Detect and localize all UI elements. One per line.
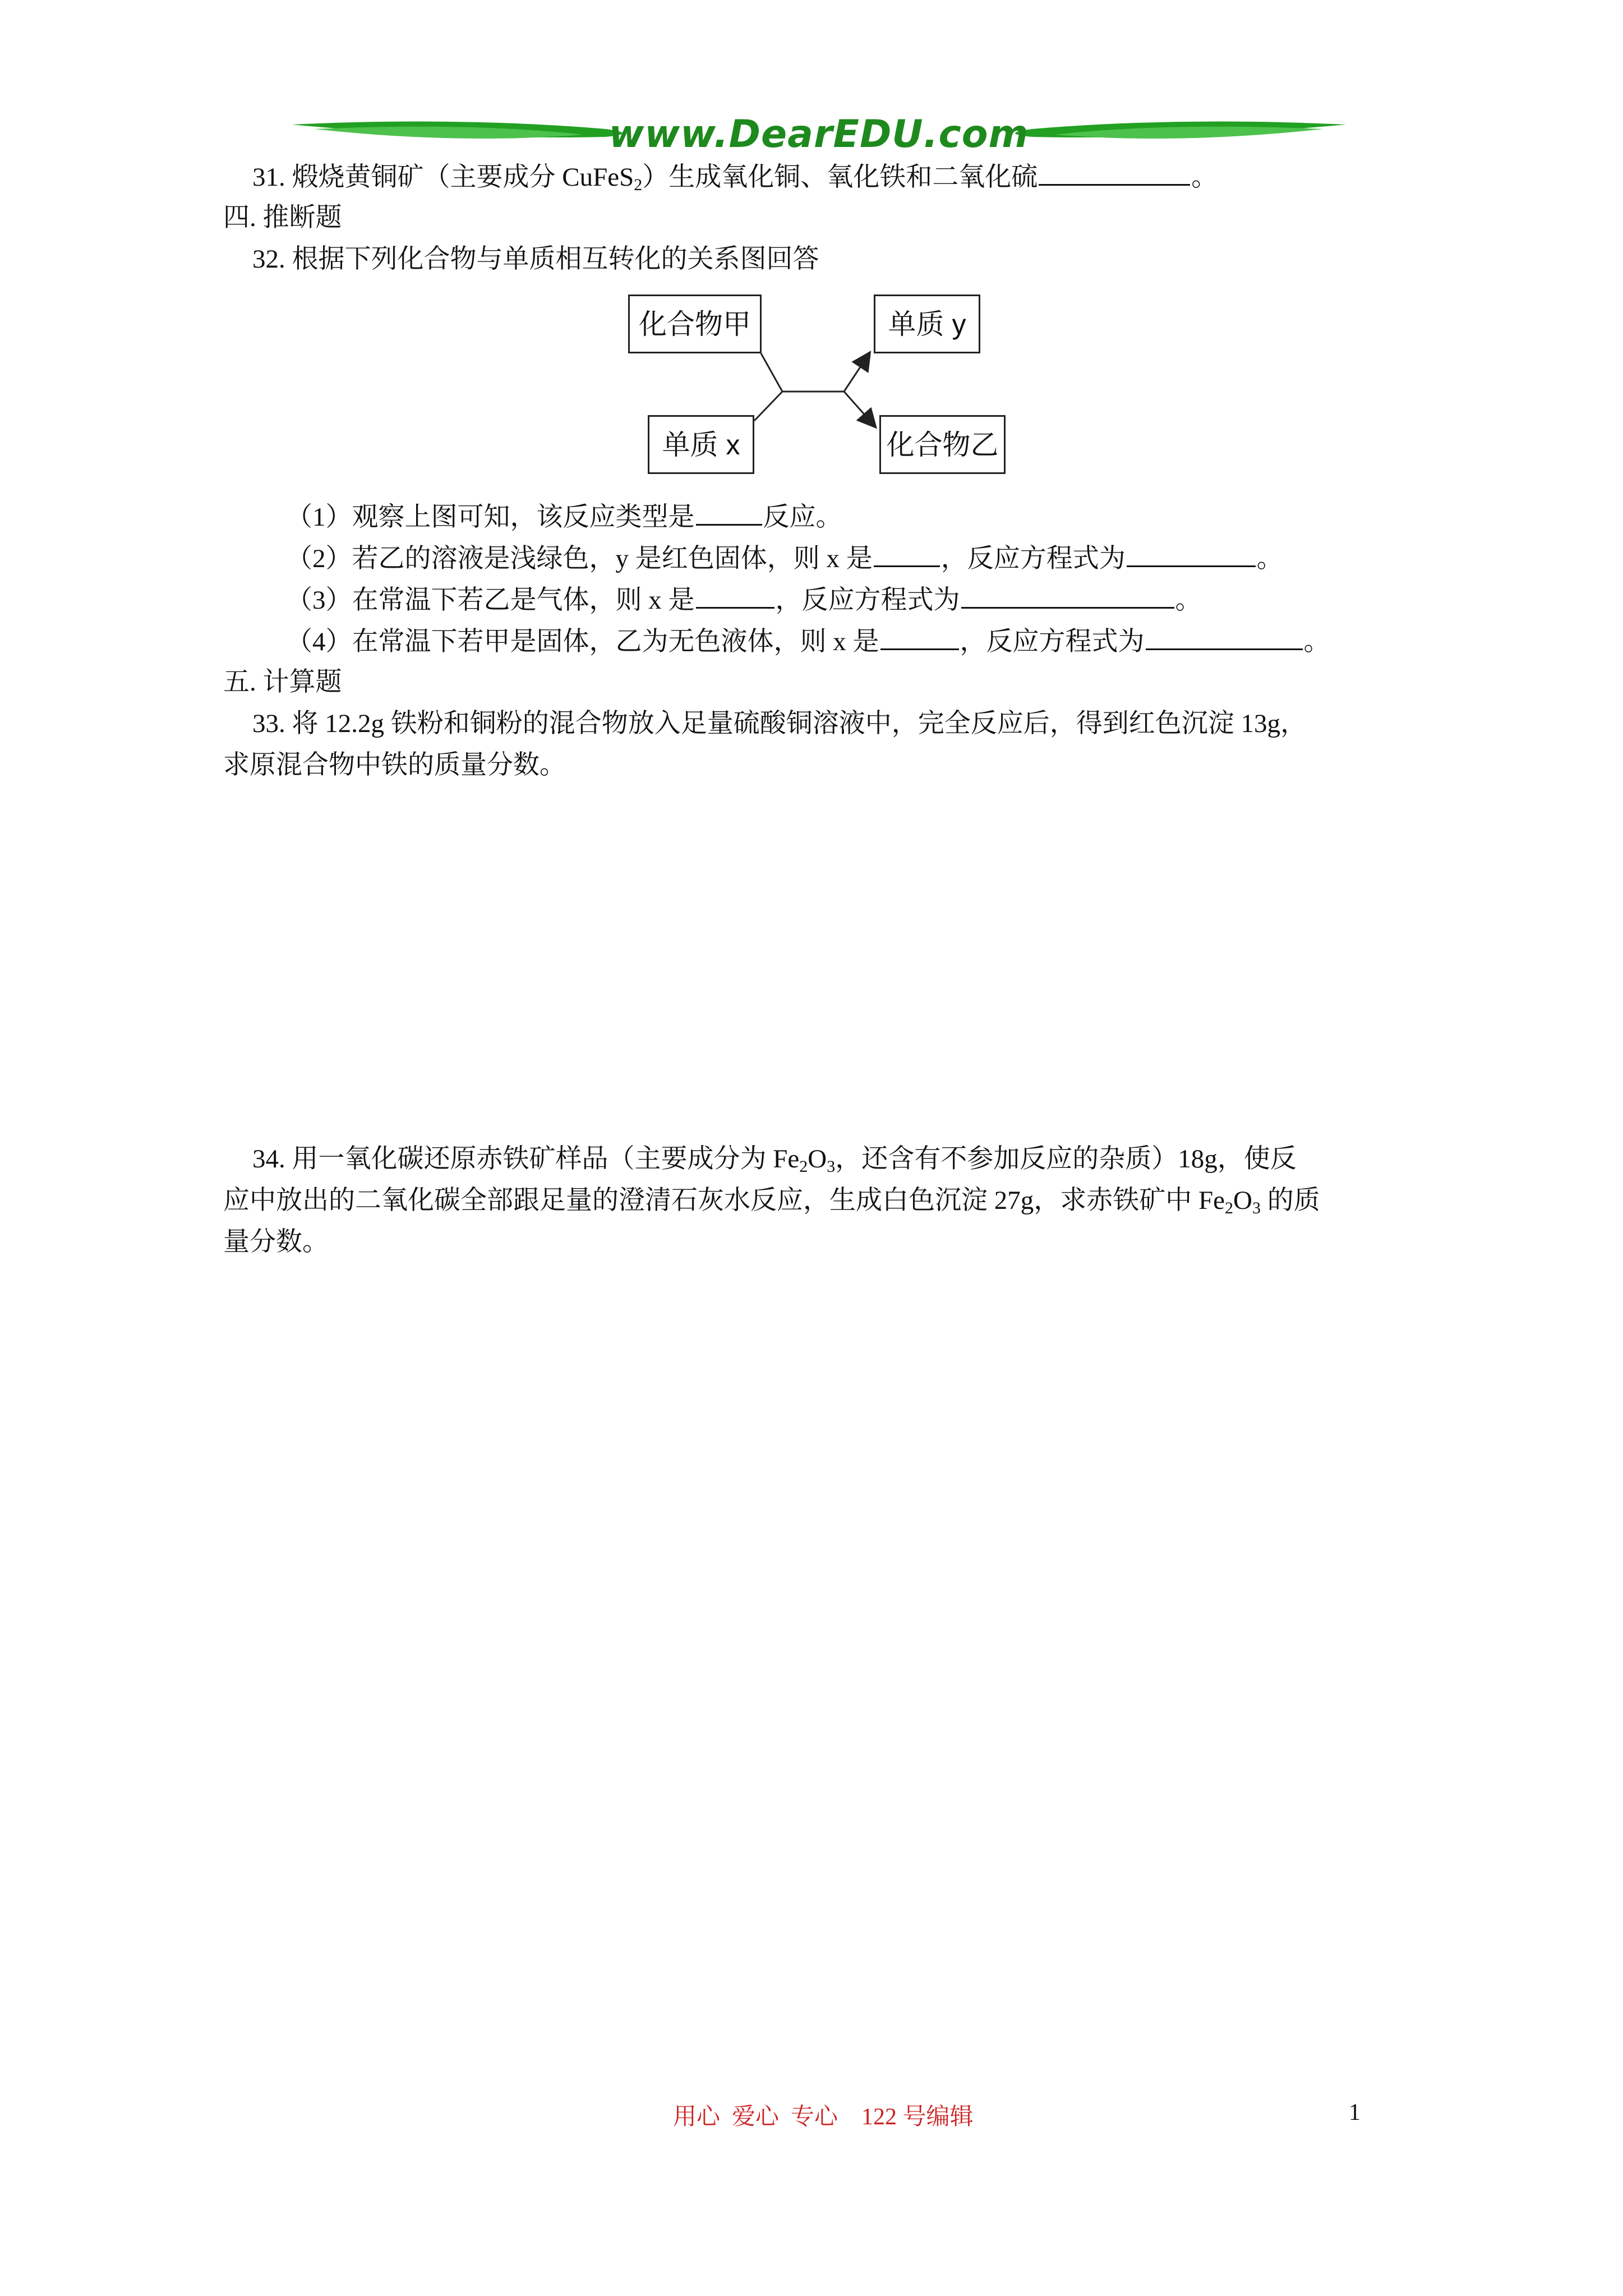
footer-text: 用心 爱心 专心 122 号编辑 — [673, 2104, 974, 2130]
part-text-mid: ，反应方程式为 — [775, 586, 960, 615]
answer-blank — [874, 540, 940, 567]
part-text: （4）在常温下若甲是固体，乙为无色液体，则 x 是 — [286, 627, 879, 656]
question-32-part-4 — [286, 623, 1330, 660]
question-31-text-after: ）生成氧化铜、氧化铁和二氧化硫 — [642, 163, 1038, 192]
compound-a-box: 化合物甲 — [628, 295, 762, 353]
question-32-number: 32. — [252, 245, 285, 274]
text: 应中放出的二氧化碳全部跟足量的澄清石灰水反应，生成白色沉淀 27g，求赤铁矿中 Fe — [223, 1186, 1225, 1215]
question-33-line-2: 求原混合物中铁的质量分数。 — [223, 751, 566, 780]
part-text-end: 。 — [1303, 627, 1330, 656]
subscript: 3 — [1252, 1199, 1261, 1217]
answer-blank — [880, 623, 959, 650]
text: 的质 — [1260, 1186, 1320, 1215]
part-text: （1）观察上图可知，该反应类型是 — [286, 503, 695, 532]
question-31-text: 煅烧黄铜矿（主要成分 CuFeS — [292, 163, 634, 192]
element-y-box: 单质 y — [874, 295, 980, 353]
part-text: （2）若乙的溶液是浅绿色，y 是红色固体，则 x 是 — [286, 544, 873, 573]
text: O — [808, 1144, 827, 1174]
question-31-number: 31. — [252, 163, 285, 192]
question-31-subscript: 2 — [634, 176, 643, 194]
header-logo — [292, 112, 1346, 157]
part-text: （3）在常温下若乙是气体，则 x 是 — [286, 586, 695, 615]
question-32-text: 根据下列化合物与单质相互转化的关系图回答 — [292, 245, 819, 274]
question-34-line-3: 量分数。 — [223, 1227, 329, 1257]
part-text-end: 。 — [1175, 586, 1202, 615]
site-logo-text: www.DearEDU.com — [608, 112, 1029, 157]
question-32-part-3 — [286, 581, 1202, 618]
question-32-part-1 — [286, 498, 842, 535]
text: O — [1233, 1186, 1252, 1215]
answer-blank — [961, 581, 1174, 609]
question-32-part-2 — [286, 540, 1283, 577]
text: ，还含有不参加反应的杂质）18g，使反 — [835, 1144, 1297, 1174]
question-33-line-1: 33. 将 12.2g 铁粉和铜粉的混合物放入足量硫酸铜溶液中，完全反应后，得到红色沉淀 13g， — [252, 709, 1307, 738]
part-text-mid: ，反应方程式为 — [960, 627, 1145, 656]
question-32 — [252, 241, 819, 277]
answer-blank — [696, 581, 774, 609]
compound-b-box: 化合物乙 — [879, 415, 1006, 474]
part-text-end: 。 — [1256, 544, 1283, 573]
question-34-line-1 — [252, 1141, 1297, 1177]
element-x-box: 单质 x — [648, 415, 754, 474]
reaction-diagram — [623, 286, 1015, 477]
text: 34. 用一氧化碳还原赤铁矿样品（主要成分为 Fe — [252, 1144, 800, 1174]
answer-blank — [1039, 158, 1190, 186]
answer-blank — [696, 498, 762, 526]
subscript: 3 — [827, 1157, 836, 1176]
part-text-mid: ，反应方程式为 — [940, 544, 1126, 573]
part-text-after: 反应。 — [763, 503, 842, 532]
subscript: 2 — [1225, 1199, 1233, 1217]
question-34-line-2 — [223, 1182, 1320, 1218]
page-number: 1 — [1349, 2100, 1361, 2125]
answer-blank — [1127, 540, 1256, 567]
subscript: 2 — [799, 1157, 808, 1176]
section-title: 五. 计算题 — [223, 668, 342, 697]
question-31-end: 。 — [1191, 163, 1218, 192]
question-31 — [252, 158, 1218, 195]
section-title: 四. 推断题 — [223, 203, 342, 232]
answer-blank — [1146, 623, 1303, 650]
